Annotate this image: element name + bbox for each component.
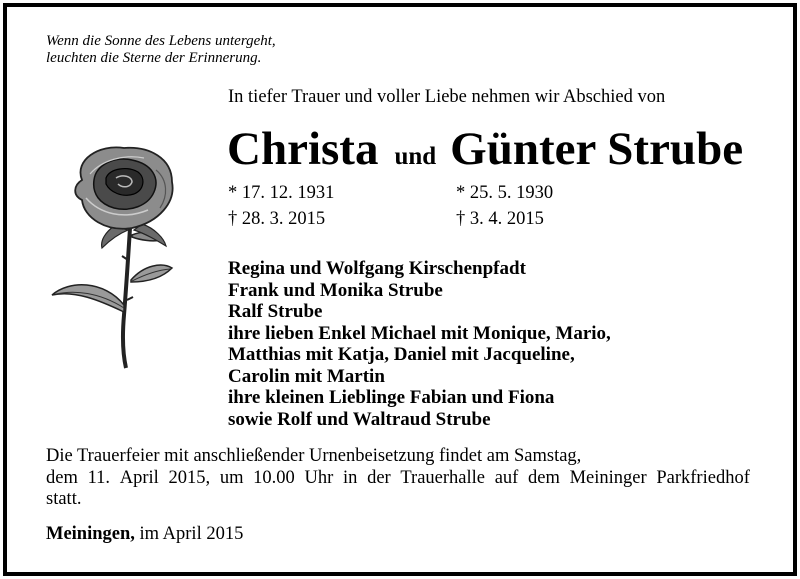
mourner-line: sowie Rolf und Waltraud Strube xyxy=(228,408,491,430)
motto xyxy=(46,33,276,67)
service-word: 2015, xyxy=(168,467,211,488)
birth-date: * 17. 12. 1931 xyxy=(228,183,335,203)
first-name: Christa xyxy=(227,123,379,175)
service-word: der xyxy=(367,467,391,488)
service-word: dem xyxy=(528,467,560,488)
service-line: statt. xyxy=(46,489,82,509)
service-word: Trauerhalle xyxy=(400,467,485,488)
service-word: 10.00 xyxy=(253,467,295,488)
mourner-line: Ralf Strube xyxy=(228,301,323,322)
mourner-line: ihre kleinen Lieblinge Fabian und Fiona xyxy=(228,387,555,408)
service-word: Uhr xyxy=(304,467,334,488)
motto-line: Wenn die Sonne des Lebens untergeht, xyxy=(46,33,276,49)
rose-icon xyxy=(44,140,194,370)
dates-person2 xyxy=(456,180,553,232)
second-name: Günter Strube xyxy=(450,123,744,175)
birth-date: * 25. 5. 1930 xyxy=(456,183,554,203)
dates-person1 xyxy=(228,180,334,232)
service-word: in xyxy=(342,467,358,488)
mourner-line: Matthias mit Katja, Daniel mit Jacqueline, xyxy=(228,344,575,365)
service-announcement xyxy=(46,446,750,511)
service-word: um xyxy=(219,467,244,488)
conjunction: und xyxy=(394,143,437,170)
service-line: Die Trauerfeier mit anschließender Urnenbeisetzung findet am Samstag, xyxy=(46,446,582,466)
death-date: † 28. 3. 2015 xyxy=(228,209,326,229)
service-word: Meininger xyxy=(569,467,647,488)
motto-line: leuchten die Sterne der Erinnerung. xyxy=(46,50,262,66)
closing-date: im April 2015 xyxy=(139,524,244,544)
death-date: † 3. 4. 2015 xyxy=(456,209,544,229)
mourner-line: Regina und Wolfgang Kirschenpfadt xyxy=(228,258,526,279)
service-word: auf xyxy=(494,467,519,488)
service-line-justified xyxy=(46,468,750,490)
mourners-list xyxy=(228,258,611,430)
mourner-line: Carolin mit Martin xyxy=(228,365,385,387)
mourner-line: Frank und Monika Strube xyxy=(228,279,443,301)
intro-text: In tiefer Trauer und voller Liebe nehmen wir Abschied von xyxy=(228,87,666,107)
service-word: 11. xyxy=(87,467,111,488)
service-word: Parkfriedhof xyxy=(656,467,750,488)
closing-place: Meiningen, xyxy=(46,524,135,544)
mourner-line: ihre lieben Enkel Michael mit Monique, Mario, xyxy=(228,322,611,344)
service-word: dem xyxy=(46,467,78,488)
service-word: April xyxy=(119,467,159,488)
closing-line xyxy=(46,524,243,545)
